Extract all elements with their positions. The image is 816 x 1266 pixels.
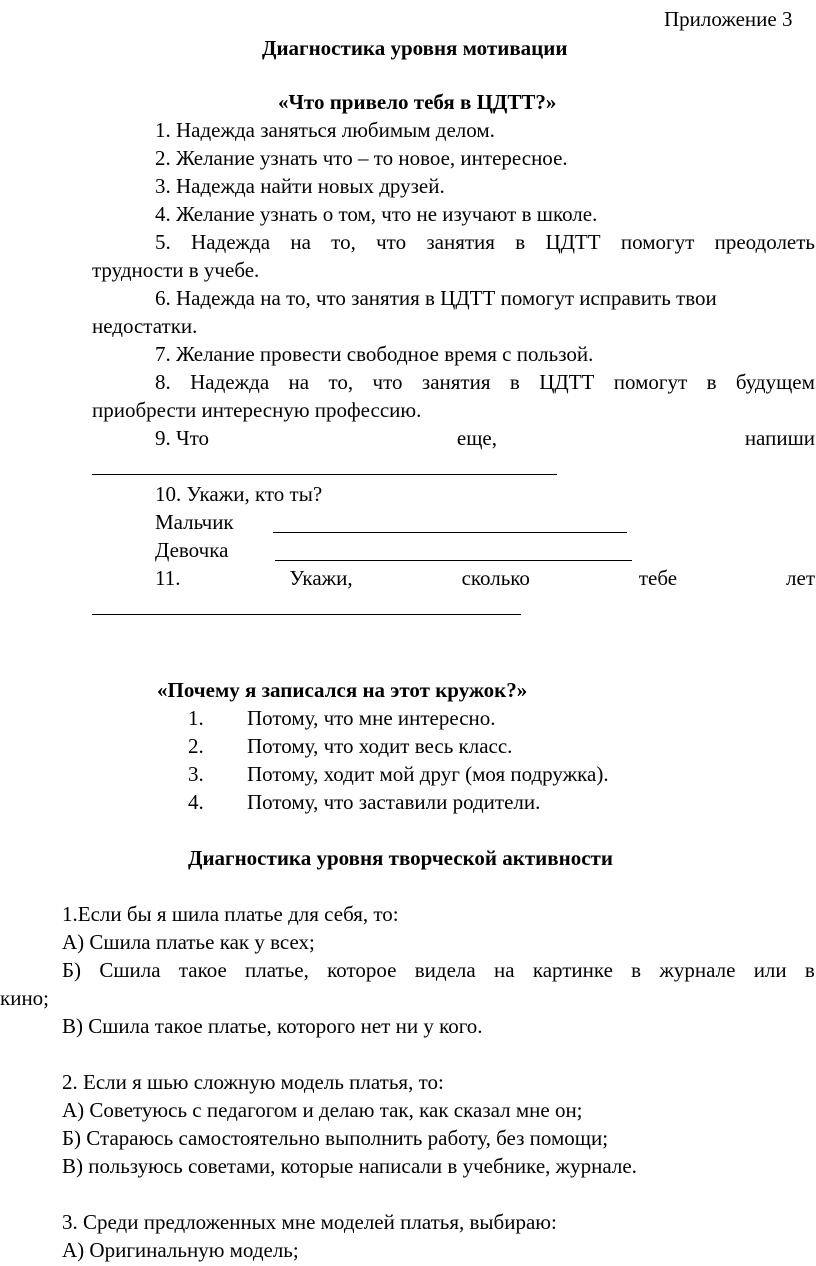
circle-item-text: Потому, ходит мой друг (моя подружка).	[247, 762, 609, 786]
creative-q2: 2. Если я шью сложную модель платья, то:	[62, 1070, 444, 1094]
motivation-item-5: 5. Надежда на то, что занятия в ЦДТТ помогут преодолеть	[155, 230, 815, 254]
creative-q1: 1.Если бы я шила платье для себя, то:	[62, 902, 399, 926]
motivation-item-10: 10. Укажи, кто ты?	[155, 482, 323, 506]
circle-item-text: Потому, что заставили родители.	[247, 790, 541, 814]
motivation-item-8-cont: приобрести интересную профессию.	[92, 398, 422, 422]
motivation-item-8: 8. Надежда на то, что занятия в ЦДТТ помогут в будущем	[155, 370, 815, 394]
creative-q2-b: Б) Стараюсь самостоятельно выполнить работу, без помощи;	[62, 1126, 609, 1150]
girl-label: Девочка	[155, 538, 229, 562]
creative-q1-a: А) Сшила платье как у всех;	[62, 930, 315, 954]
boy-label: Мальчик	[155, 510, 234, 534]
creative-q3-a: А) Оригинальную модель;	[62, 1238, 299, 1262]
motivation-item-5-cont: трудности в учебе.	[92, 258, 260, 282]
circle-item-num: 1.	[188, 706, 204, 730]
circle-item-num: 2.	[188, 734, 204, 758]
answer-line	[92, 474, 557, 475]
creative-q2-a: А) Советуюсь с педагогом и делаю так, как сказал мне он;	[62, 1098, 583, 1122]
creative-q1-b: Б) Сшила такое платье, которое видела на картинке в журнале или в	[62, 958, 815, 982]
creative-q2-c: В) пользуюсь советами, которые написали в учебнике, журнале.	[62, 1154, 637, 1178]
motivation-item-9: 9. Что еще, напиши	[155, 426, 815, 450]
circle-item-num: 3.	[188, 762, 204, 786]
circle-item-num: 4.	[188, 790, 204, 814]
creative-q1-c: В) Сшила такое платье, которого нет ни у кого.	[62, 1014, 483, 1038]
creative-title: Диагностика уровня творческой активности	[188, 846, 613, 870]
circle-title: «Почему я записался на этот кружок?»	[157, 678, 528, 702]
motivation-item-2: 2. Желание узнать что – то новое, интересное.	[155, 146, 568, 170]
motivation-item-6: 6. Надежда на то, что занятия в ЦДТТ помогут исправить твои	[155, 286, 717, 310]
creative-q1-b-cont: кино;	[0, 986, 50, 1010]
circle-item-text: Потому, что мне интересно.	[247, 706, 496, 730]
creative-q3: 3. Среди предложенных мне моделей платья, выбираю:	[62, 1210, 557, 1234]
motivation-item-1: 1. Надежда заняться любимым делом.	[155, 118, 495, 142]
motivation-item-7: 7. Желание провести свободное время с пользой.	[155, 342, 594, 366]
motivation-title: Диагностика уровня мотивации	[262, 36, 568, 60]
motivation-question-title: «Что привело тебя в ЦДТТ?»	[278, 90, 557, 114]
appendix-label: Приложение 3	[664, 7, 793, 31]
motivation-item-4: 4. Желание узнать о том, что не изучают в школе.	[155, 202, 598, 226]
age-answer-line	[92, 614, 521, 615]
motivation-item-6-cont: недостатки.	[92, 314, 198, 338]
boy-answer-line	[273, 532, 627, 533]
circle-item-text: Потому, что ходит весь класс.	[247, 734, 513, 758]
motivation-item-11: 11. Укажи, сколько тебе лет	[155, 566, 815, 590]
motivation-item-3: 3. Надежда найти новых друзей.	[155, 174, 445, 198]
girl-answer-line	[275, 560, 632, 561]
